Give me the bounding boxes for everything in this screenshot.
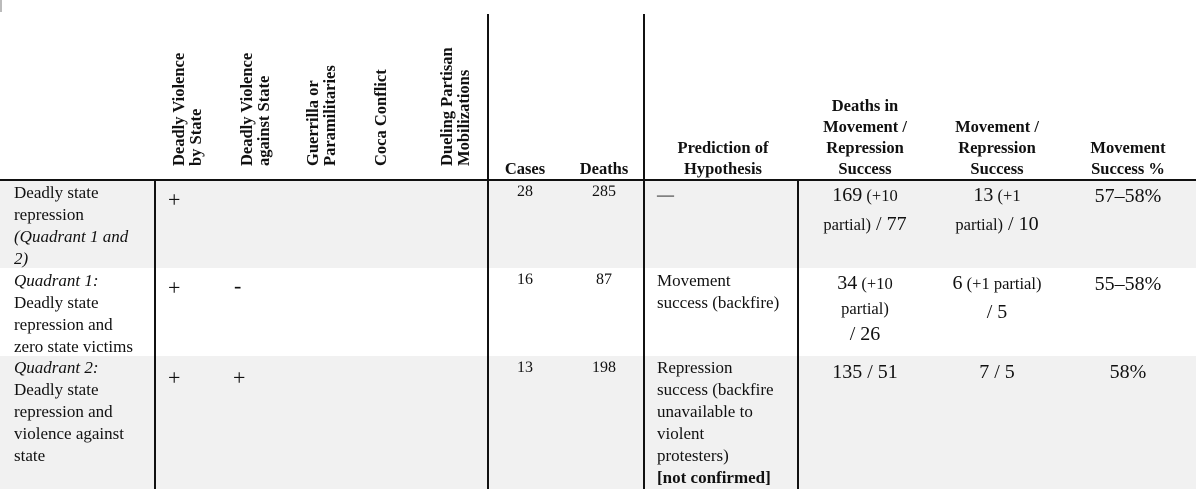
row-label: Deadly state repression (Quadrant 1 and 2)	[14, 183, 129, 268]
movement-success-value: 7 / 5	[979, 361, 1015, 383]
header-coca-conflict: Coca Conflict	[371, 69, 390, 166]
header-movement-success-pct: Movement Success %	[1090, 138, 1166, 178]
deaths-success-value: 169 (+10 partial) / 77	[823, 184, 907, 235]
prediction-text: Repression success (backfire unavailable to violent protesters) [not confirmed]	[657, 358, 774, 487]
header-deadly-violence-against-state: Deadly Violence against State	[237, 52, 273, 166]
prediction-text: Movement success (backfire)	[657, 271, 780, 312]
deaths-value: 285	[592, 183, 616, 200]
deaths-value: 198	[592, 359, 616, 376]
header-deadly-violence-by-state: Deadly Violence by State	[169, 52, 205, 166]
indicators-column-rule	[487, 14, 489, 489]
header-prediction: Prediction of Hypothesis	[677, 138, 769, 178]
page-edge-mark	[0, 0, 2, 12]
row-label: Quadrant 1: Deadly state repression and zero state victims	[14, 271, 133, 356]
prediction-text: —	[657, 185, 674, 204]
indicator-against-state: +	[233, 365, 246, 390]
indicator-by-state: +	[168, 365, 181, 390]
deaths-value: 87	[596, 271, 612, 288]
header-cases: Cases	[504, 159, 546, 178]
deaths-column-rule	[643, 14, 645, 489]
success-pct-value: 58%	[1109, 361, 1147, 383]
indicator-by-state: +	[168, 187, 181, 212]
label-column-rule	[154, 181, 156, 489]
success-pct-value: 57–58%	[1094, 185, 1162, 207]
cases-value: 28	[517, 183, 533, 200]
movement-success-value: 6 (+1 partial) / 5	[952, 272, 1042, 323]
row-label: Quadrant 2: Deadly state repression and violence against state	[14, 358, 124, 465]
deaths-success-value: 135 / 51	[832, 361, 898, 383]
header-dueling-partisan-mobilizations: Dueling Partisan Mobilizations	[437, 47, 473, 166]
header-deaths: Deaths	[579, 159, 629, 178]
cases-value: 13	[517, 359, 533, 376]
indicator-by-state: +	[168, 275, 181, 300]
prediction-column-rule	[797, 181, 799, 489]
deaths-success-value: 34 (+10 partial) / 26	[837, 272, 893, 345]
header-movement-repression-success: Movement / Repression Success	[955, 117, 1039, 178]
indicator-against-state: -	[234, 273, 242, 298]
header-deaths-movement-repression-success: Deaths in Movement / Repression Success	[823, 96, 907, 178]
cases-value: 16	[517, 271, 533, 288]
header-guerrilla-or-paramilitaries: Guerrilla or Paramilitaries	[303, 65, 339, 166]
success-pct-value: 55–58%	[1094, 273, 1162, 295]
movement-success-value: 13 (+1 partial) / 10	[955, 184, 1039, 235]
